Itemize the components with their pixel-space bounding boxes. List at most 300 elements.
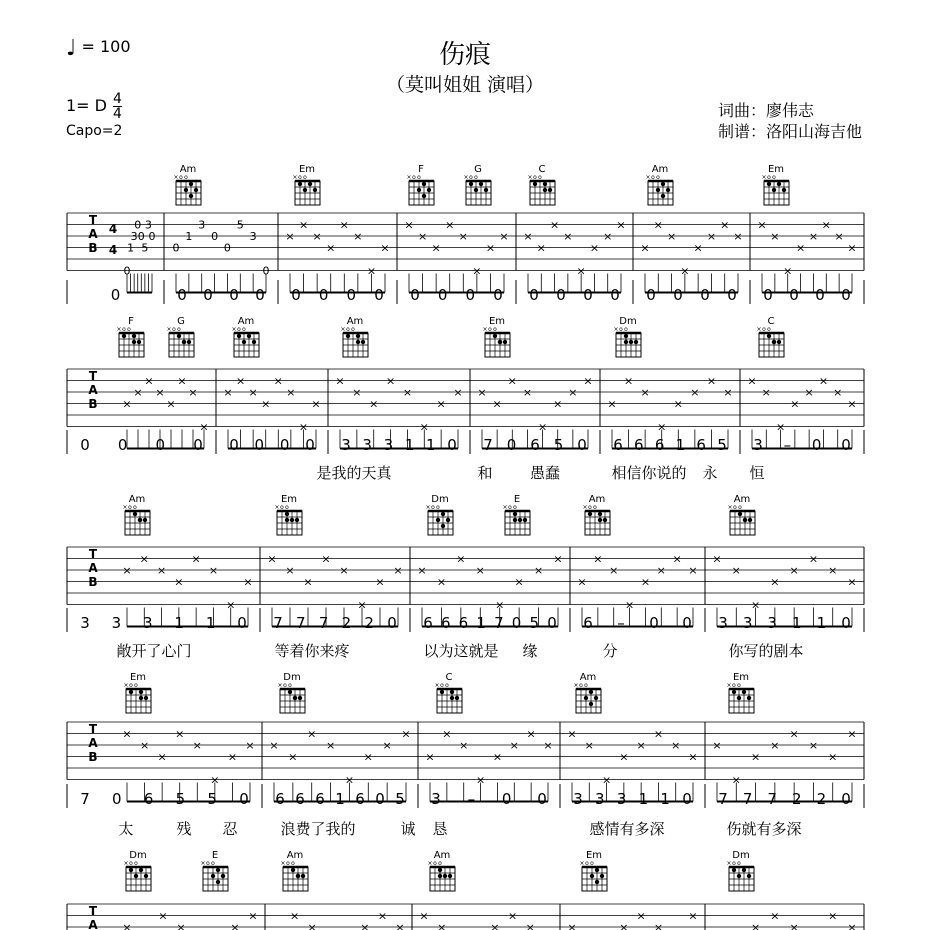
open-string-marker: o <box>433 860 437 867</box>
jianpu-note: 0 <box>291 286 301 304</box>
chord-name: C <box>538 164 546 175</box>
open-string-marker: o <box>767 174 771 181</box>
tab-note: 5 <box>236 218 244 232</box>
chord-diagram-am <box>727 494 755 535</box>
tab-note: × <box>133 386 143 399</box>
jianpu-note: – <box>617 614 625 632</box>
tab-note: × <box>750 750 761 764</box>
tab-note: 0 <box>123 264 131 278</box>
tab-note: × <box>230 921 240 930</box>
tab-note: × <box>191 552 201 566</box>
jianpu-note: 1 <box>174 614 184 632</box>
tab-note: 0 <box>137 230 145 243</box>
tab-note: × <box>770 575 780 589</box>
jianpu-note: 2 <box>792 790 802 808</box>
tab-note: 0 <box>211 230 219 243</box>
open-string-marker: × <box>166 326 172 333</box>
lyric-text: 是我的天真 <box>316 464 392 482</box>
open-string-marker: o <box>493 326 497 333</box>
tab-note: × <box>526 727 536 741</box>
open-string-marker: o <box>280 504 284 511</box>
jianpu-note: 6 <box>613 436 623 454</box>
tab-note: 0 <box>134 218 142 232</box>
tab-clef-b: B <box>88 750 98 764</box>
chord-diagram-em <box>482 316 510 357</box>
open-string-marker: o <box>298 174 302 181</box>
open-string-marker: o <box>179 174 183 181</box>
tab-note: × <box>436 575 447 589</box>
tab-note: × <box>326 241 336 255</box>
tab-note: × <box>567 921 577 930</box>
open-string-marker: o <box>588 504 592 511</box>
tab-note: × <box>783 264 793 278</box>
chord-diagram-am <box>645 164 673 205</box>
tab-note: × <box>417 564 427 577</box>
open-string-marker: o <box>431 504 435 511</box>
chord-diagram-em <box>726 672 754 713</box>
chord-diagram-am <box>122 494 150 535</box>
song-title: 伤痕 <box>438 40 491 70</box>
jianpu-note: 0 <box>646 286 656 304</box>
tab-note: × <box>589 241 600 255</box>
tab-note: × <box>459 739 469 752</box>
jianpu-note: 0 <box>447 436 457 454</box>
chord-name: Em <box>767 164 785 175</box>
tab-note: × <box>607 397 617 411</box>
jianpu-note: 7 <box>742 790 753 808</box>
jianpu-note: 0 <box>279 436 290 454</box>
tab-note: × <box>690 386 700 399</box>
tab-note: × <box>775 420 786 434</box>
tab-note: × <box>267 552 277 566</box>
tab-note: × <box>401 727 411 741</box>
tab-note: × <box>325 739 336 752</box>
jianpu-note: 5 <box>207 790 217 808</box>
jianpu-note: 3 <box>383 436 394 454</box>
tab-note: × <box>619 750 629 764</box>
tab-note: × <box>377 909 388 923</box>
jianpu-note: 3 <box>111 614 122 632</box>
jianpu-note: 3 <box>767 614 777 632</box>
tab-clef-a: A <box>88 383 98 397</box>
tab-note: × <box>393 564 403 577</box>
tab-note: × <box>490 921 500 930</box>
time-signature-top: 4 <box>113 91 122 107</box>
tab-note: × <box>261 397 271 411</box>
chord-diagram-dm <box>613 316 641 357</box>
jianpu-note: 1 <box>638 790 649 808</box>
tab-note: 1 <box>185 230 193 243</box>
tab-note: × <box>155 386 165 399</box>
tab-system-2 <box>67 369 864 482</box>
tab-note: × <box>770 230 780 243</box>
open-string-marker: o <box>129 682 133 689</box>
jianpu-note: 0 <box>815 286 825 304</box>
chord-diagram-am <box>573 672 601 713</box>
tab-note: × <box>688 750 698 764</box>
open-string-marker: o <box>733 504 737 511</box>
open-string-marker: o <box>237 326 241 333</box>
tab-note: 0 <box>262 264 270 278</box>
jianpu-note: 3 <box>431 790 441 808</box>
tab-system-4 <box>67 722 864 838</box>
jianpu-note: 0 <box>193 436 203 454</box>
jianpu-note: 0 <box>410 286 420 304</box>
tab-note: × <box>139 739 150 752</box>
open-string-marker: × <box>274 504 280 511</box>
tab-note: × <box>750 921 761 930</box>
tab-note: × <box>437 921 447 930</box>
tab-note: × <box>298 218 309 232</box>
lyric-text: 以为这就是 <box>423 642 499 660</box>
chord-name: G <box>177 316 185 327</box>
tab-note: × <box>307 921 317 930</box>
jianpu-note: 7 <box>273 614 283 632</box>
tab-note: × <box>624 598 635 612</box>
arranger: 制谱：洛阳山海吉他 <box>717 122 862 141</box>
open-string-marker: o <box>412 174 416 181</box>
open-string-marker: o <box>128 504 132 511</box>
open-string-marker: o <box>624 326 628 333</box>
chord-diagram-am <box>582 494 610 535</box>
tab-note: × <box>235 374 246 388</box>
lyric-text: 伤就有多深 <box>726 820 802 838</box>
tab-note: × <box>357 598 367 612</box>
open-string-marker: × <box>463 174 469 181</box>
open-string-marker: × <box>123 682 129 689</box>
tab-note: × <box>537 420 548 434</box>
tab-note: × <box>671 739 681 752</box>
tab-note: × <box>583 374 593 388</box>
jianpu-note: 1 <box>404 436 415 454</box>
tab-note: × <box>395 921 405 930</box>
jianpu-note: 0 <box>387 614 397 632</box>
lyric-text: 恒 <box>749 464 765 482</box>
jianpu-note: 0 <box>465 286 476 304</box>
open-string-marker: o <box>346 326 350 333</box>
jianpu-note: 6 <box>654 436 665 454</box>
tab-note: × <box>672 552 682 566</box>
chord-name: F <box>128 316 134 327</box>
open-string-marker: × <box>645 174 651 181</box>
open-string-marker: × <box>122 504 128 511</box>
tab-note: × <box>286 386 296 399</box>
tab-note: × <box>834 230 844 243</box>
jianpu-note: 6 <box>530 436 540 454</box>
tab-note: × <box>789 921 799 930</box>
tab-note: × <box>790 397 800 411</box>
tab-note: × <box>495 598 505 612</box>
tab-note: × <box>382 739 392 752</box>
chord-diagram-dm <box>425 494 453 535</box>
tab-note: × <box>269 739 279 752</box>
jianpu-note: 2 <box>364 614 374 632</box>
jianpu-note: 1 <box>335 790 345 808</box>
tab-note: × <box>385 374 396 388</box>
lyric-text: 浪费了我的 <box>280 820 356 838</box>
jianpu-note: 0 <box>501 790 512 808</box>
tab-note: × <box>808 739 819 752</box>
chord-name: Am <box>588 494 606 505</box>
tab-note: × <box>417 230 428 243</box>
tab-note: × <box>509 739 519 752</box>
open-string-marker: × <box>173 174 179 181</box>
jianpu-note: 6 <box>634 436 644 454</box>
tab-note: × <box>456 552 466 566</box>
song-subtitle: （莫叫姐姐 演唱） <box>385 74 545 96</box>
open-string-marker: o <box>585 860 589 867</box>
jianpu-note: 3 <box>753 436 763 454</box>
lyric-text: 忍 <box>222 820 238 838</box>
tab-note: × <box>243 575 253 589</box>
open-string-marker: o <box>579 682 583 689</box>
chord-name: Dm <box>732 850 750 861</box>
jianpu-note: 0 <box>529 286 539 304</box>
tab-clef-t: T <box>88 547 98 561</box>
tab-note: × <box>419 420 429 434</box>
jianpu-note: 3 <box>362 436 372 454</box>
tab-note: × <box>567 727 577 741</box>
chord-name: Em <box>732 672 750 683</box>
open-string-marker: o <box>436 504 440 511</box>
quarter-note-icon: ♩ <box>66 36 77 61</box>
jianpu-note: 3 <box>143 614 153 632</box>
tab-note: × <box>847 575 857 589</box>
jianpu-note: 7 <box>767 790 777 808</box>
jianpu-note: 0 <box>177 286 187 304</box>
jianpu-note: 0 <box>506 436 517 454</box>
jianpu-note: 1 <box>816 614 827 632</box>
open-string-marker: o <box>134 860 138 867</box>
jianpu-note: 0 <box>556 286 566 304</box>
tab-note: × <box>636 909 646 923</box>
tab-time-bottom: 4 <box>108 243 118 257</box>
open-string-marker: o <box>732 682 736 689</box>
tab-note: × <box>828 909 838 923</box>
jianpu-note: 3 <box>616 790 627 808</box>
tab-note: × <box>226 598 236 612</box>
open-string-marker: × <box>726 860 732 867</box>
chord-diagram-e <box>200 850 228 891</box>
open-string-marker: o <box>445 682 449 689</box>
tab-note: × <box>847 241 857 255</box>
open-string-marker: o <box>184 174 188 181</box>
lyric-text: 残 <box>176 820 192 838</box>
tab-note: × <box>158 909 168 923</box>
tab-note: × <box>175 727 185 741</box>
open-string-marker: o <box>129 860 133 867</box>
jianpu-note: 6 <box>423 614 433 632</box>
tab-note: × <box>666 230 677 243</box>
tab-note: × <box>227 750 238 764</box>
chord-name: Am <box>579 672 597 683</box>
open-string-marker: o <box>285 504 289 511</box>
jianpu-note: 5 <box>175 790 186 808</box>
open-string-marker: × <box>613 326 619 333</box>
tab-note: × <box>174 575 184 589</box>
chord-diagram-f <box>116 316 144 357</box>
tab-note: × <box>640 386 650 399</box>
open-string-marker: o <box>767 326 771 333</box>
tab-note: × <box>507 374 517 388</box>
jianpu-note: 0 <box>700 286 710 304</box>
tab-system-3 <box>67 547 864 660</box>
jianpu-note: 3 <box>742 614 753 632</box>
jianpu-note: 0 <box>203 286 213 304</box>
tab-note: × <box>847 921 857 930</box>
chord-diagram-f <box>406 164 434 205</box>
tab-note: × <box>492 750 503 764</box>
tab-note: × <box>770 909 780 923</box>
tab-note: × <box>192 739 202 752</box>
tab-note: × <box>485 241 496 255</box>
jianpu-note: 0 <box>682 790 692 808</box>
open-string-marker: o <box>533 174 537 181</box>
open-string-marker: o <box>619 326 623 333</box>
tab-note: × <box>584 739 594 752</box>
tab-note: × <box>653 921 664 930</box>
chord-name: E <box>211 850 219 861</box>
chord-diagram-dm <box>123 850 151 891</box>
tab-note: × <box>522 386 533 399</box>
tab-note: × <box>458 230 468 243</box>
chord-name: Am <box>433 850 451 861</box>
jianpu-note: 0 <box>682 614 692 632</box>
jianpu-note: 0 <box>763 286 773 304</box>
open-string-marker: o <box>172 326 176 333</box>
tab-note: × <box>122 397 132 411</box>
tab-note: 1 <box>127 241 135 255</box>
jianpu-note: 2 <box>341 614 352 632</box>
tab-clef-t: T <box>88 904 98 918</box>
tab-note: × <box>640 575 651 589</box>
tab-note: × <box>828 564 838 577</box>
open-string-marker: × <box>434 682 440 689</box>
tab-note: × <box>177 374 187 388</box>
tab-note: × <box>636 739 646 752</box>
open-string-marker: × <box>761 174 767 181</box>
tab-note: × <box>653 218 663 232</box>
chord-name: C <box>767 316 775 327</box>
jianpu-note: 6 <box>295 790 305 808</box>
jianpu-note: 0 <box>254 436 265 454</box>
open-string-marker: o <box>177 326 181 333</box>
open-string-marker: × <box>200 860 206 867</box>
tab-note: × <box>380 241 390 255</box>
tab-note: × <box>549 218 560 232</box>
tab-note: × <box>188 386 198 399</box>
jianpu-note: 0 <box>155 436 166 454</box>
open-string-marker: o <box>127 326 131 333</box>
jianpu-note: 7 <box>483 436 493 454</box>
jianpu-note: 0 <box>673 286 683 304</box>
tab-note: × <box>731 564 741 577</box>
tab-note: × <box>353 230 363 243</box>
lyric-text: 感情有多深 <box>589 820 665 838</box>
tab-note: × <box>311 397 321 411</box>
jianpu-note: 7 <box>80 790 90 808</box>
chord-diagram-c <box>527 164 555 205</box>
chord-name: Am <box>651 164 669 175</box>
chord-name: Em <box>129 672 147 683</box>
tab-note: × <box>731 773 741 787</box>
open-string-marker: o <box>772 174 776 181</box>
jianpu-note: 0 <box>841 286 851 304</box>
jianpu-note: 0 <box>318 286 329 304</box>
tab-note: × <box>757 218 767 232</box>
open-string-marker: o <box>737 682 741 689</box>
tab-note: × <box>818 374 829 388</box>
open-string-marker: o <box>351 326 355 333</box>
tab-note: × <box>543 739 553 752</box>
open-string-marker: o <box>584 682 588 689</box>
open-string-marker: o <box>288 682 292 689</box>
lyricist-composer: 词曲：廖伟志 <box>717 101 814 120</box>
jianpu-note: 0 <box>493 286 503 304</box>
chord-diagram-em <box>123 672 151 713</box>
tab-note: × <box>688 909 698 923</box>
open-string-marker: o <box>134 682 138 689</box>
tab-note: 3 <box>144 218 152 232</box>
tab-clef-a: A <box>88 918 98 930</box>
open-string-marker: × <box>727 504 733 511</box>
chord-diagram-em <box>761 164 789 205</box>
tab-note: × <box>499 230 509 243</box>
lyric-text: 分 <box>602 642 618 660</box>
tab-note: × <box>507 909 518 923</box>
open-string-marker: × <box>116 326 122 333</box>
chord-name: C <box>445 672 453 683</box>
tab-note: × <box>795 241 806 255</box>
tab-note: × <box>804 386 814 399</box>
chord-name: Dm <box>619 316 637 327</box>
tab-note: × <box>375 575 385 589</box>
chord-name: G <box>474 164 482 175</box>
tab-note: × <box>770 739 780 752</box>
jianpu-note: 0 <box>841 790 851 808</box>
chord-name: Em <box>585 850 603 861</box>
chord-diagram-am <box>173 164 201 205</box>
tab-note: × <box>623 374 634 388</box>
open-string-marker: × <box>756 326 762 333</box>
tab-note: × <box>298 420 309 434</box>
tab-note: × <box>577 575 587 589</box>
chord-name: Am <box>286 850 304 861</box>
jianpu-note: 0 <box>437 286 448 304</box>
tab-note: 0 <box>148 230 156 243</box>
jianpu-note: 5 <box>395 790 405 808</box>
tab-clef-t: T <box>88 369 98 383</box>
tab-note: × <box>712 739 722 752</box>
chord-diagram-c <box>756 316 784 357</box>
jianpu-note: 7 <box>296 614 306 632</box>
tab-note: × <box>789 564 799 577</box>
jianpu-note: 1 <box>426 436 436 454</box>
tab-note: × <box>828 750 838 764</box>
open-string-marker: × <box>280 860 286 867</box>
open-string-marker: o <box>242 326 246 333</box>
open-string-marker: × <box>340 326 346 333</box>
jianpu-note: 3 <box>341 436 351 454</box>
tab-note: × <box>688 564 698 577</box>
open-string-marker: o <box>513 504 517 511</box>
tab-note: × <box>144 374 154 388</box>
lyric-text: 相信你说的 <box>611 464 687 482</box>
chord-name: Am <box>733 494 751 505</box>
open-string-marker: o <box>737 860 741 867</box>
open-string-marker: o <box>508 504 512 511</box>
tab-note: × <box>576 264 586 278</box>
